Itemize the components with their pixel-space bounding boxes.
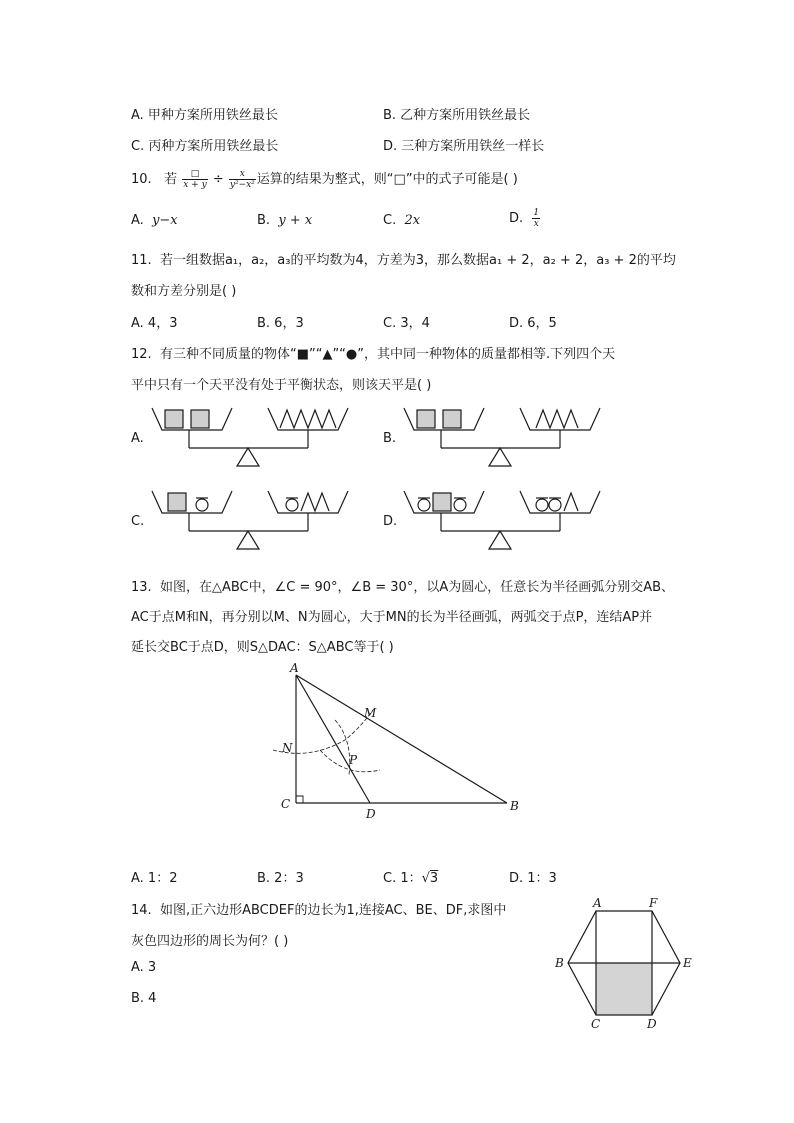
- q13-label-p: P: [349, 753, 358, 767]
- q13-line2: AC于点M和N，再分别以M、N为圆心，大于MN的长为半径画弧，两弧交于点P，连结AP并: [131, 610, 653, 625]
- q12-option-b-label: B.: [383, 431, 397, 446]
- q9-option-d: D. 三种方案所用铁丝一样长: [383, 139, 545, 154]
- question-11: [131, 249, 676, 268]
- q11-number: 11.: [131, 253, 152, 268]
- q10-option-d: D. $\frac{1}{x}$: [509, 208, 540, 229]
- q11-option-a: A. 4，3: [131, 316, 178, 331]
- q10-prefix: 若: [164, 172, 178, 187]
- q14-option-a: A. 3: [131, 960, 157, 975]
- balance-b-figure: [402, 400, 602, 472]
- q14-line1: 如图,正六边形ABCDEF的边长为1,连接AC、BE、DF,求图中: [159, 903, 507, 918]
- q12-line2: 平中只有一个天平没有处于平衡状态，则该天平是( ): [131, 378, 432, 393]
- question-10: [131, 168, 518, 190]
- q10-suffix: 运算的结果为整式，则“□”中的式子可能是( ): [256, 172, 518, 187]
- q13-label-d: D: [366, 807, 376, 821]
- q10-option-a: A. y−x: [131, 213, 178, 228]
- q13-line1: 如图，在△ABC中，∠C = 90°，∠B = 30°，以A为圆心，任意长为半径画弧分别交AB、: [159, 580, 675, 595]
- q13-triangle-figure: [265, 660, 530, 822]
- q13-option-c: C. 1：√3: [383, 871, 439, 886]
- q10-operator: ÷: [212, 172, 224, 187]
- q14-label-f: F: [649, 896, 658, 910]
- q11-option-d: D. 6，5: [509, 316, 557, 331]
- q14-line2: 灰色四边形的周长为何？( ): [131, 934, 289, 949]
- q13-label-n: N: [282, 741, 293, 755]
- q14-label-e: E: [683, 956, 692, 970]
- balance-d-figure: [402, 483, 602, 555]
- q13-option-d: D. 1：3: [509, 871, 557, 886]
- q10-fraction-1: $\frac{□}{x + y}$: [183, 169, 207, 190]
- q11-line1: 若一组数据a₁，a₂，a₃的平均数为4，方差为3，那么数据a₁ + 2，a₂ + 2，a₃ + 2的平均: [159, 253, 676, 268]
- q9-option-c: C. 丙种方案所用铁丝最长: [131, 139, 279, 154]
- q10-fraction-2: $\frac{x}{\text{y²−x²}}$: [229, 169, 255, 190]
- q10-option-c: C. 2x: [383, 213, 421, 228]
- question-13: [131, 576, 674, 595]
- q9-option-b: B. 乙种方案所用铁丝最长: [383, 108, 531, 123]
- q14-label-d: D: [647, 1017, 657, 1031]
- balance-c-figure: [150, 483, 350, 555]
- q10-number: 10.: [131, 172, 152, 187]
- q13-number: 13.: [131, 580, 152, 595]
- q14-label-c: C: [591, 1017, 601, 1031]
- q13-line3: 延长交BC于点D，则S△DAC：S△ABC等于( ): [131, 640, 394, 655]
- balance-a-figure: [150, 400, 350, 472]
- q14-option-b: B. 4: [131, 991, 157, 1006]
- q14-label-b: B: [555, 956, 564, 970]
- q10-option-b: B. y + x: [257, 213, 313, 228]
- q13-option-a: A. 1：2: [131, 871, 178, 886]
- q11-line2: 数和方差分别是( ): [131, 284, 237, 299]
- question-14: [131, 899, 506, 918]
- q13-label-c: C: [281, 797, 291, 811]
- q12-number: 12.: [131, 347, 152, 362]
- q13-option-b: B. 2：3: [257, 871, 304, 886]
- q9-option-a: A. 甲种方案所用铁丝最长: [131, 108, 278, 123]
- q13-label-a: A: [290, 661, 299, 675]
- q11-option-c: C. 3，4: [383, 316, 430, 331]
- q13-label-m: M: [364, 706, 377, 720]
- question-12: [131, 343, 615, 362]
- q11-option-b: B. 6，3: [257, 316, 304, 331]
- q12-option-c-label: C.: [131, 514, 145, 529]
- q14-label-a: A: [593, 896, 602, 910]
- q14-number: 14.: [131, 903, 152, 918]
- q13-label-b: B: [510, 799, 519, 813]
- q12-line1: 有三种不同质量的物体“■”“▲”“●”，其中同一种物体的质量都相等.下列四个天: [159, 347, 616, 362]
- q14-hexagon-figure: [548, 893, 698, 1033]
- q12-option-d-label: D.: [383, 514, 398, 529]
- q12-option-a-label: A.: [131, 431, 144, 446]
